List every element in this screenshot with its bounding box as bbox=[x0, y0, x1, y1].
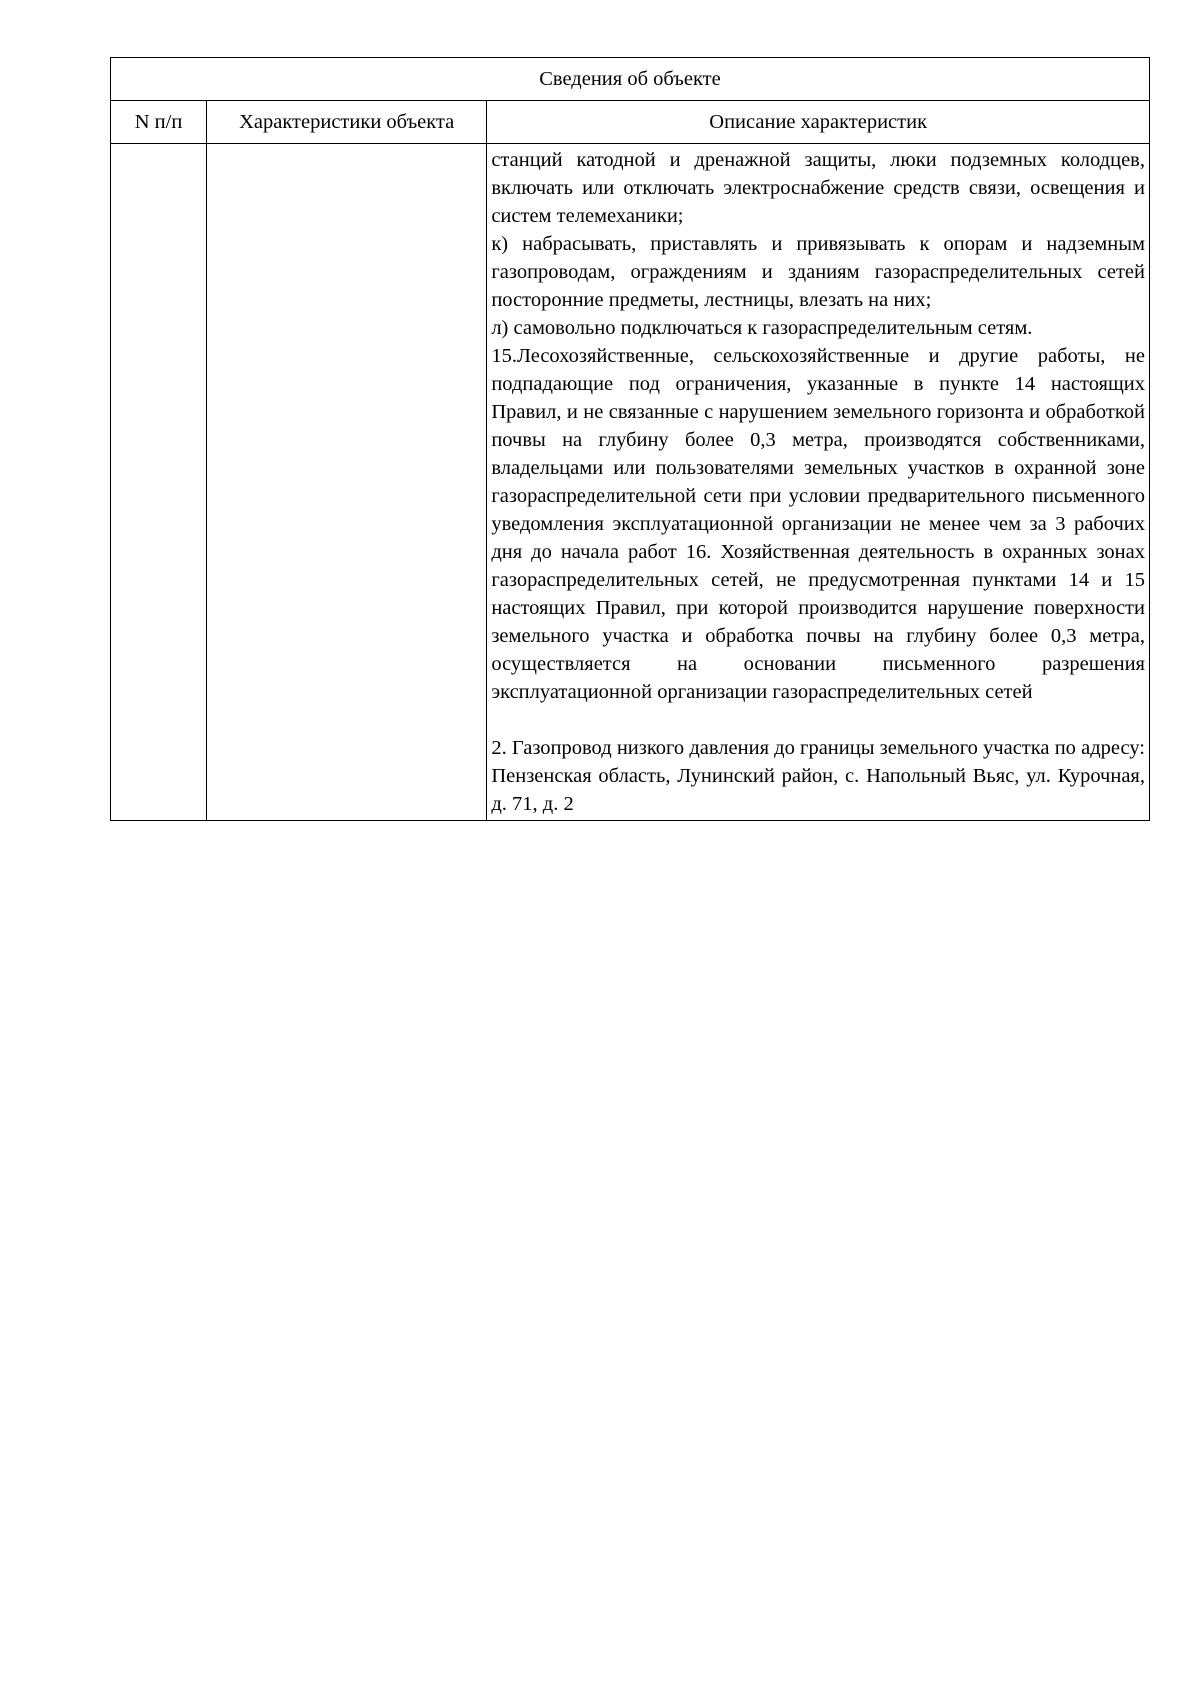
description-paragraph-1: станций катодной и дренажной защиты, люки подземных колодцев, включать или отключать электроснабжение средств связи, освещения и систем телемеханики; bbox=[491, 149, 1145, 227]
row-description-cell bbox=[487, 144, 1150, 821]
header-num: N п/п bbox=[111, 101, 207, 144]
paragraph-spacer bbox=[491, 706, 1145, 734]
row-num-cell bbox=[111, 144, 207, 821]
table-title-row bbox=[111, 58, 1150, 101]
header-characteristics: Характеристики объекта bbox=[207, 101, 487, 144]
table-title: Сведения об объекте bbox=[111, 58, 1150, 101]
description-paragraph-2: к) набрасывать, приставлять и привязывать к опорам и надземным газопроводам, ограждениям и зданиям газораспределительных сетей посторонние предметы, лестницы, влезать на них; bbox=[491, 233, 1145, 311]
table-header-row bbox=[111, 101, 1150, 144]
object-info-table bbox=[110, 57, 1150, 821]
table-row bbox=[111, 144, 1150, 821]
row-characteristics-cell bbox=[207, 144, 487, 821]
header-description: Описание характеристик bbox=[487, 101, 1150, 144]
description-paragraph-4: 15.Лесохозяйственные, сельскохозяйственные и другие работы, не подпадающие под ограничения, указанные в пункте 14 настоящих Правил, и не связанные с нарушением земельного горизонта и обработкой почвы на глубину более 0,3 метра, производятся собственниками, владельцами или пользователями земельных участков в охранной зоне газораспределительной сети при условии предварительного письменного уведомления эксплуатационной организации не менее чем за 3 рабочих дня до начала работ 16. Хозяйственная деятельность в охранных зонах газораспределительных сетей, не предусмотренная пунктами 14 и 15 настоящих Правил, при которой производится нарушение поверхности земельного участка и обработка почвы на глубину более 0,3 метра, осуществляется на основании письменного разрешения эксплуатационной организации газораспределительных сетей bbox=[491, 345, 1145, 703]
description-paragraph-5: 2. Газопровод низкого давления до границы земельного участка по адресу: Пензенская область, Лунинский район, с. Напольный Вьяс, ул. Курочная, д. 71, д. 2 bbox=[491, 737, 1145, 815]
description-paragraph-3: л) самовольно подключаться к газораспределительным сетям. bbox=[491, 317, 1033, 339]
